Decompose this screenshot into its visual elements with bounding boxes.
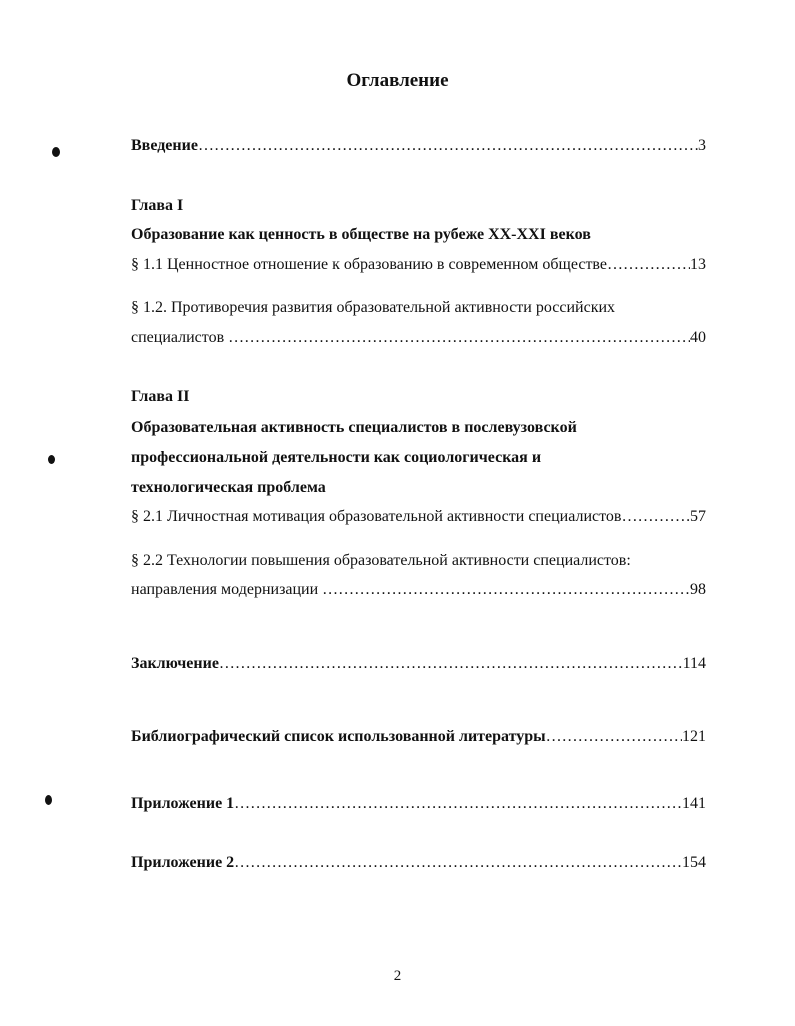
toc-label: Заключение bbox=[131, 655, 219, 672]
chapter-title: Образовательная активность специалистов в послевузовской bbox=[131, 419, 577, 436]
toc-label: § 1.1 Ценностное отношение к образованию в современном обществе bbox=[131, 256, 607, 273]
toc-label: Приложение 2 bbox=[131, 854, 235, 871]
toc-entry-section-2-1[interactable] bbox=[131, 508, 706, 526]
toc-leader bbox=[607, 256, 690, 274]
toc-page: 98 bbox=[690, 581, 706, 598]
toc-page: 13 bbox=[690, 256, 706, 273]
toc-page: 121 bbox=[682, 728, 706, 745]
chapter-heading: Глава I bbox=[131, 197, 184, 214]
margin-mark bbox=[45, 795, 52, 805]
toc-entry-bibliography[interactable] bbox=[131, 728, 706, 746]
margin-mark bbox=[48, 455, 55, 464]
toc-page: 114 bbox=[682, 655, 706, 672]
toc-entry-section-2-2[interactable] bbox=[131, 581, 706, 599]
toc-leader bbox=[219, 655, 683, 673]
page-title: Оглавление bbox=[346, 70, 449, 91]
chapter-title: Образование как ценность в обществе на рубеже XX-XXI веков bbox=[131, 226, 591, 243]
toc-page: 40 bbox=[690, 329, 706, 346]
toc-leader bbox=[546, 728, 682, 746]
toc-label: Приложение 1 bbox=[131, 795, 235, 812]
chapter-title: профессиональной деятельности как социологическая и bbox=[131, 449, 542, 466]
toc-page: 141 bbox=[682, 795, 706, 812]
toc-leader bbox=[322, 581, 690, 599]
toc-leader bbox=[621, 508, 690, 526]
margin-mark bbox=[52, 147, 60, 157]
toc-entry-introduction[interactable] bbox=[131, 137, 706, 155]
toc-leader bbox=[198, 137, 698, 155]
toc-entry-section-1-2[interactable] bbox=[131, 329, 706, 347]
toc-entry-section-1-1[interactable] bbox=[131, 256, 706, 274]
chapter-heading: Глава II bbox=[131, 388, 190, 405]
toc-leader bbox=[228, 329, 690, 347]
chapter-title: технологическая проблема bbox=[131, 479, 326, 496]
toc-page: 3 bbox=[698, 137, 706, 154]
toc-label: Библиографический список использованной литературы bbox=[131, 728, 546, 745]
toc-label: Введение bbox=[131, 137, 198, 154]
toc-entry-text: § 1.2. Противоречия развития образовательной активности российских bbox=[131, 299, 616, 316]
toc-page: 154 bbox=[682, 854, 706, 871]
toc-entry-appendix-2[interactable] bbox=[131, 854, 706, 872]
toc-leader bbox=[234, 854, 682, 872]
toc-label: § 2.1 Личностная мотивация образовательной активности специалистов bbox=[131, 508, 622, 525]
toc-entry-text: § 2.2 Технологии повышения образовательной активности специалистов: bbox=[131, 552, 631, 569]
toc-entry-conclusion[interactable] bbox=[131, 655, 706, 673]
toc-label: специалистов bbox=[131, 329, 229, 346]
toc-entry-appendix-1[interactable] bbox=[131, 795, 706, 813]
toc-page: 57 bbox=[690, 508, 706, 525]
toc-leader bbox=[234, 795, 682, 813]
toc-label: направления модернизации bbox=[131, 581, 323, 598]
page-number: 2 bbox=[393, 968, 402, 984]
